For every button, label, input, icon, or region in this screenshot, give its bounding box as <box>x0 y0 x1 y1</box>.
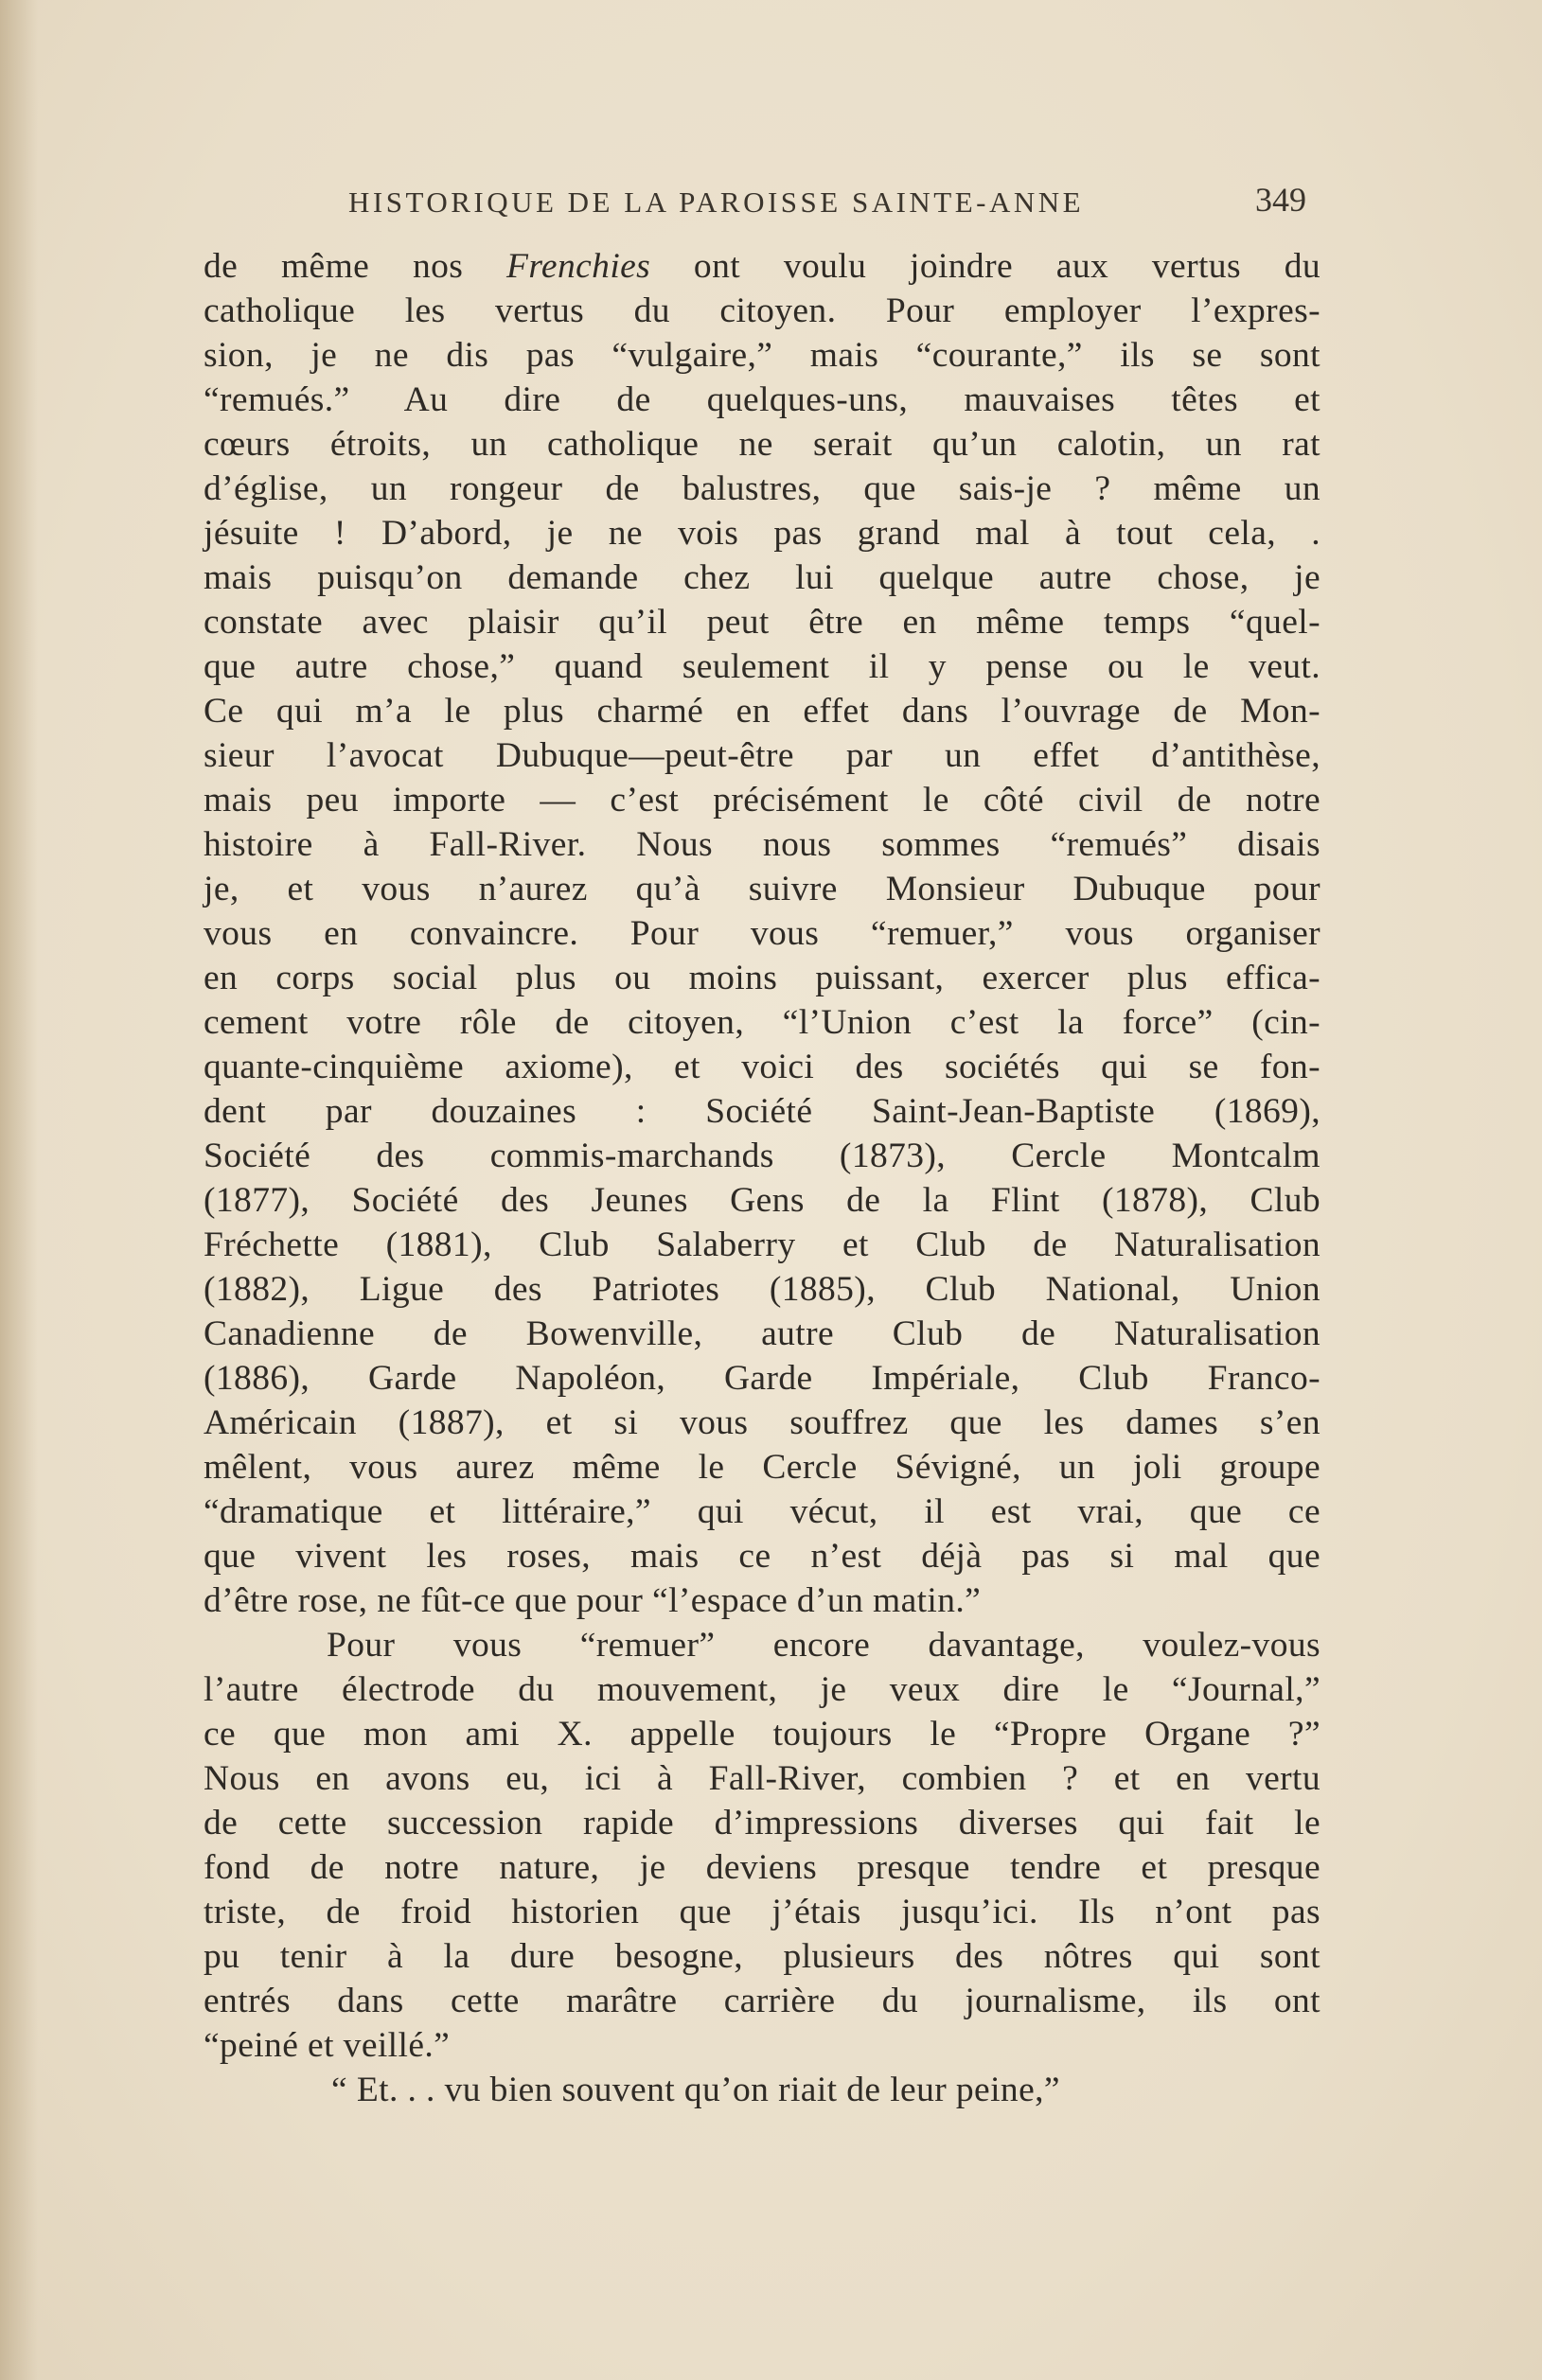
text-line: je, et vous n’aurez qu’à suivre Monsieur Dubuque pour <box>204 870 1320 908</box>
text-line: vous en convaincre. Pour vous “remuer,” vous organiser <box>204 914 1320 953</box>
text-line: pu tenir à la dure besogne, plusieurs des nôtres qui sont <box>204 1937 1320 1976</box>
text-line: quante-cinquième axiome), et voici des sociétés qui se fon- <box>204 1048 1320 1086</box>
text-line: Nous en avons eu, ici à Fall-River, combien ? et en vertu <box>204 1759 1320 1798</box>
text-line: en corps social plus ou moins puissant, exercer plus effica- <box>204 959 1320 997</box>
text-line: fond de notre nature, je deviens presque tendre et presque <box>204 1848 1320 1887</box>
text-line <box>204 244 1320 289</box>
text-line: (1886), Garde Napoléon, Garde Impériale, Club Franco- <box>204 1359 1320 1398</box>
text-line: mais peu importe — c’est précisément le côté civil de notre <box>204 781 1320 820</box>
text-line: (1882), Ligue des Patriotes (1885), Club National, Union <box>204 1270 1320 1309</box>
text-line: cœurs étroits, un catholique ne serait qu’un calotin, un rat <box>204 425 1320 464</box>
running-head <box>348 180 1306 227</box>
text-line: cement votre rôle de citoyen, “l’Union c’est la force” (cin- <box>204 1003 1320 1042</box>
text-line: que autre chose,” quand seulement il y pense ou le veut. <box>204 647 1320 686</box>
italic-term: Frenchies <box>506 247 651 286</box>
page-number: 349 <box>1255 181 1306 219</box>
text-line: “remués.” Au dire de quelques-uns, mauvaises têtes et <box>204 380 1320 419</box>
running-head-title: HISTORIQUE DE LA PAROISSE SAINTE-ANNE <box>348 185 1085 219</box>
text-line: Canadienne de Bowenville, autre Club de Naturalisation <box>204 1314 1320 1353</box>
text-line: d’être rose, ne fût-ce que pour “l’espace d’un matin.” <box>204 1581 982 1620</box>
text-line-segment: ont voulu joindre aux vertus du <box>650 247 1320 286</box>
body-text <box>204 244 1320 2112</box>
text-line: jésuite ! D’abord, je ne vois pas grand mal à tout cela, . <box>204 514 1320 553</box>
page-gutter-shadow <box>0 0 38 2380</box>
text-line: Société des commis-marchands (1873), Cercle Montcalm <box>204 1137 1320 1175</box>
text-line: Fréchette (1881), Club Salaberry et Club de Naturalisation <box>204 1225 1320 1264</box>
text-line: “peiné et veillé.” <box>204 2026 451 2065</box>
text-line: sion, je ne dis pas “vulgaire,” mais “courante,” ils se sont <box>204 336 1320 375</box>
text-line: histoire à Fall-River. Nous nous sommes “remués” disais <box>204 825 1320 864</box>
text-line: sieur l’avocat Dubuque—peut-être par un effet d’antithèse, <box>204 736 1320 775</box>
text-line: Américain (1887), et si vous souffrez que les dames s’en <box>204 1403 1320 1442</box>
text-line: d’église, un rongeur de balustres, que sais-je ? même un <box>204 469 1320 508</box>
text-line: ce que mon ami X. appelle toujours le “Propre Organe ?” <box>204 1715 1320 1754</box>
text-line: l’autre électrode du mouvement, je veux dire le “Journal,” <box>204 1670 1320 1709</box>
text-line: “ Et. . . vu bien souvent qu’on riait de leur peine,” <box>331 2071 1060 2109</box>
text-line: catholique les vertus du citoyen. Pour employer l’expres- <box>204 291 1320 330</box>
text-line-segment: de même nos <box>204 247 507 286</box>
text-line: (1877), Société des Jeunes Gens de la Flint (1878), Club <box>204 1181 1320 1220</box>
text-line: triste, de froid historien que j’étais jusqu’ici. Ils n’ont pas <box>204 1893 1320 1931</box>
text-line: mêlent, vous aurez même le Cercle Sévigné, un joli groupe <box>204 1448 1320 1487</box>
text-line: mais puisqu’on demande chez lui quelque autre chose, je <box>204 558 1320 597</box>
text-line: de cette succession rapide d’impressions diverses qui fait le <box>204 1804 1320 1842</box>
text-line: Pour vous “remuer” encore davantage, voulez-vous <box>327 1626 1320 1665</box>
text-line: entrés dans cette marâtre carrière du journalisme, ils ont <box>204 1982 1320 2020</box>
text-line: que vivent les roses, mais ce n’est déjà pas si mal que <box>204 1537 1320 1576</box>
text-line: Ce qui m’a le plus charmé en effet dans l’ouvrage de Mon- <box>204 692 1320 731</box>
text-line: constate avec plaisir qu’il peut être en même temps “quel- <box>204 603 1320 642</box>
text-line: “dramatique et littéraire,” qui vécut, il est vrai, que ce <box>204 1492 1320 1531</box>
text-line: dent par douzaines : Société Saint-Jean-Baptiste (1869), <box>204 1092 1320 1131</box>
